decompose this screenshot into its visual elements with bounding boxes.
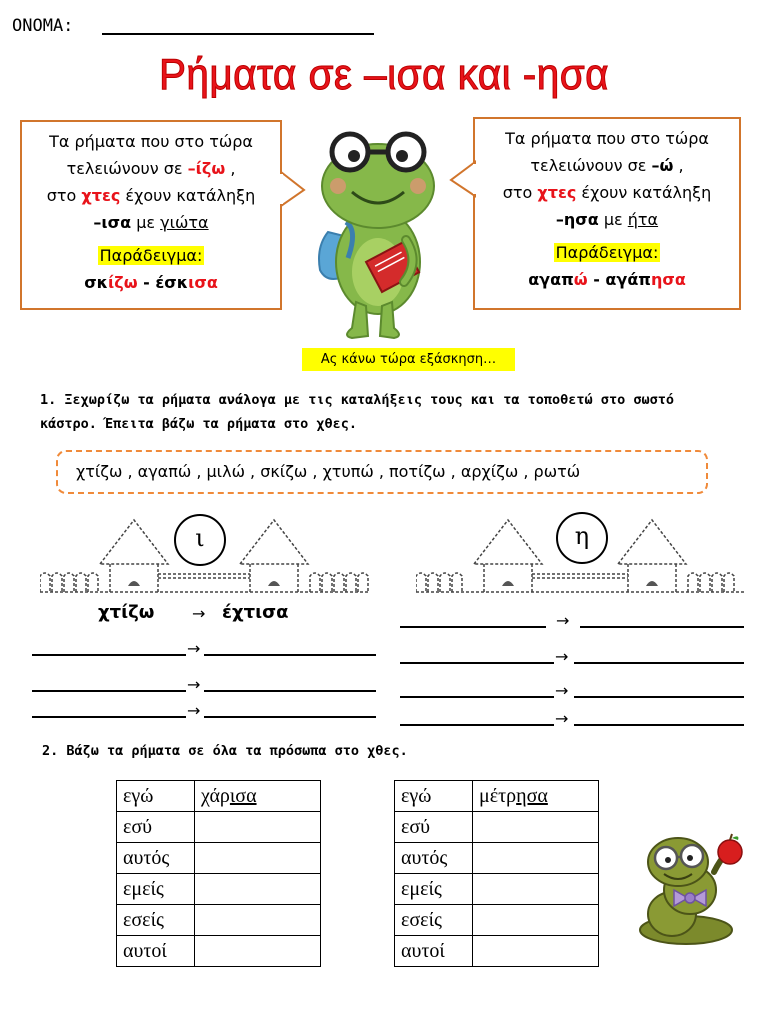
- answer-line-right[interactable]: [204, 690, 376, 692]
- answer-arrow: →: [555, 647, 569, 666]
- answer-arrow: →: [555, 681, 569, 700]
- verb-cell[interactable]: [473, 905, 599, 936]
- answer-line-right[interactable]: [204, 716, 376, 718]
- verb-cell[interactable]: [195, 874, 321, 905]
- table-row: [117, 905, 321, 936]
- answer-arrow: →: [187, 701, 201, 720]
- table-row: [395, 812, 599, 843]
- task-2-instructions: 2. Βάζω τα ρήματα σε όλα τα πρόσωπα στο χθες.: [42, 743, 408, 759]
- table-row: [395, 936, 599, 967]
- example-arrow: →: [192, 604, 206, 623]
- rule-line: –ισα με γιώτα: [93, 213, 209, 232]
- answer-line-right[interactable]: [580, 626, 744, 628]
- example-present-verb: χτίζω: [98, 602, 155, 623]
- rule-line: στο χτες έχουν κατάληξη: [46, 186, 256, 205]
- table-row: [395, 843, 599, 874]
- example-row: αγαπώ - αγάπησα: [528, 270, 686, 289]
- answer-line-left[interactable]: [32, 654, 186, 656]
- verb-cell[interactable]: [195, 812, 321, 843]
- castle-letter-iota: ι: [195, 524, 205, 552]
- answer-arrow: →: [555, 709, 569, 728]
- person-cell: εμείς: [395, 874, 473, 905]
- rule-line: Τα ρήματα που στο τώρα: [49, 132, 253, 151]
- example-past-verb: έχτισα: [222, 602, 289, 623]
- table-row: [395, 874, 599, 905]
- table-row: [395, 905, 599, 936]
- example-label-row: Παράδειγμα:: [555, 243, 659, 262]
- verb-cell-example: μέτρησα: [473, 781, 599, 812]
- answer-arrow: →: [556, 611, 570, 630]
- verb-cell-example: χάρισα: [195, 781, 321, 812]
- table-row: [117, 936, 321, 967]
- frog-with-glasses-icon: [308, 122, 458, 344]
- person-cell: εγώ: [117, 781, 195, 812]
- answer-arrow: →: [187, 675, 201, 694]
- caterpillar-with-apple-icon: [628, 832, 748, 948]
- table-row: [117, 812, 321, 843]
- task-1-instructions: 1. Ξεχωρίζω τα ρήματα ανάλογα με τις καταλήξεις τους και τα τοποθετώ στο σωστό κάστρο. Έπειτα βάζω τα ρήματα στο χθες.: [40, 392, 674, 432]
- castle-letter-eta: η: [574, 522, 590, 550]
- example-label-row: Παράδειγμα:: [99, 246, 203, 265]
- answer-line-left[interactable]: [400, 626, 546, 628]
- rule-line: στο χτες έχουν κατάληξη: [502, 183, 712, 202]
- rule-line: Τα ρήματα που στο τώρα: [505, 129, 709, 148]
- answer-line-left[interactable]: [400, 696, 554, 698]
- person-cell: εγώ: [395, 781, 473, 812]
- person-cell: αυτός: [395, 843, 473, 874]
- table-row: [395, 781, 599, 812]
- bubble-tail-left: [278, 170, 308, 210]
- verb-cell[interactable]: [473, 874, 599, 905]
- answer-arrow: →: [187, 639, 201, 658]
- person-cell: εμείς: [117, 874, 195, 905]
- answer-line-left[interactable]: [400, 662, 554, 664]
- verbs-box: [56, 450, 708, 494]
- answer-line-right[interactable]: [574, 696, 744, 698]
- conjugation-table-isa: [116, 780, 321, 967]
- verb-cell[interactable]: [473, 812, 599, 843]
- verb-cell[interactable]: [473, 936, 599, 967]
- answer-line-right[interactable]: [204, 654, 376, 656]
- table-row: [117, 843, 321, 874]
- rule-bubble-isa-eta: [473, 117, 741, 310]
- answer-line-left[interactable]: [400, 724, 554, 726]
- table-row: [117, 781, 321, 812]
- example-row: σκίζω - έσκισα: [84, 273, 218, 292]
- rule-line: τελειώνουν σε –ώ ,: [530, 156, 684, 175]
- verb-list: χτίζω , αγαπώ , μιλώ , σκίζω , χτυπώ , ποτίζω , αρχίζω , ρωτώ: [76, 462, 581, 481]
- verb-cell[interactable]: [195, 843, 321, 874]
- rule-line: –ησα με ήτα: [555, 210, 659, 229]
- verb-cell[interactable]: [195, 936, 321, 967]
- person-cell: εσείς: [395, 905, 473, 936]
- person-cell: εσύ: [395, 812, 473, 843]
- name-input-line[interactable]: [102, 33, 374, 35]
- rule-bubble-isa: [20, 120, 282, 310]
- answer-line-right[interactable]: [574, 662, 744, 664]
- person-cell: αυτοί: [395, 936, 473, 967]
- name-label: ΟΝΟΜΑ:: [12, 16, 74, 36]
- answer-line-right[interactable]: [574, 724, 744, 726]
- conjugation-table-isa-eta: [394, 780, 599, 967]
- person-cell: εσύ: [117, 812, 195, 843]
- answer-line-left[interactable]: [32, 716, 186, 718]
- page-title: Ρήματα σε –ισα και -ησα: [158, 50, 610, 99]
- practice-label: Ας κάνω τώρα εξάσκηση…: [302, 348, 515, 371]
- verb-cell[interactable]: [195, 905, 321, 936]
- answer-line-left[interactable]: [32, 690, 186, 692]
- rule-line: τελειώνουν σε –ίζω ,: [66, 159, 236, 178]
- person-cell: εσείς: [117, 905, 195, 936]
- person-cell: αυτοί: [117, 936, 195, 967]
- verb-cell[interactable]: [473, 843, 599, 874]
- table-row: [117, 874, 321, 905]
- person-cell: αυτός: [117, 843, 195, 874]
